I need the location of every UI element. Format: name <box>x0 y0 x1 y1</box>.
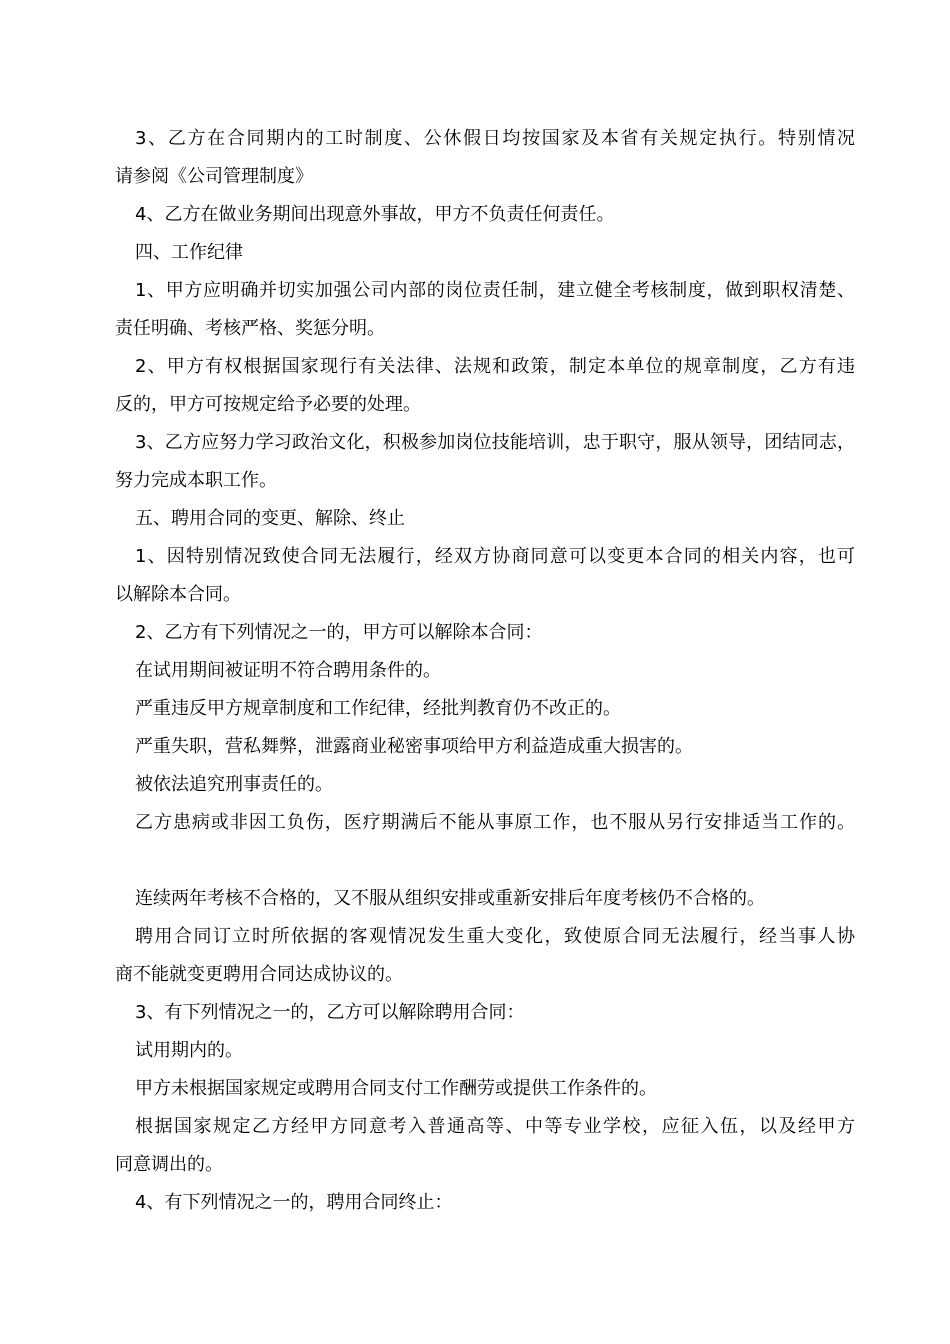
paragraph-line: 以解除本合同。 <box>115 584 241 605</box>
paragraph-line: 四、工作纪律 <box>135 242 243 263</box>
paragraph-line: 2、乙方有下列情况之一的，甲方可以解除本合同： <box>135 622 543 643</box>
paragraph-line: 聘用合同订立时所依据的客观情况发生重大变化，致使原合同无法履行，经当事人协 <box>135 926 855 947</box>
paragraph-line: 反的，甲方可按规定给予必要的处理。 <box>115 394 421 415</box>
paragraph-line: 五、聘用合同的变更、解除、终止 <box>135 508 405 529</box>
paragraph-line: 责任明确、考核严格、奖惩分明。 <box>115 318 385 339</box>
document-page <box>115 120 855 1222</box>
paragraph-line: 严重失职，营私舞弊，泄露商业秘密事项给甲方利益造成重大损害的。 <box>135 736 693 757</box>
paragraph-line: 同意调出的。 <box>115 1154 223 1175</box>
paragraph-line: 3、乙方在合同期内的工时制度、公休假日均按国家及本省有关规定执行。特别情况 <box>135 128 855 149</box>
paragraph-line: 乙方患病或非因工负伤，医疗期满后不能从事原工作，也不服从另行安排适当工作的。 <box>135 812 855 833</box>
paragraph-line: 商不能就变更聘用合同达成协议的。 <box>115 964 403 985</box>
paragraph-line: 请参阅《公司管理制度》 <box>115 166 313 187</box>
paragraph-line: 2、甲方有权根据国家现行有关法律、法规和政策，制定本单位的规章制度，乙方有违 <box>135 356 855 377</box>
paragraph-line: 3、乙方应努力学习政治文化，积极参加岗位技能培训，忠于职守，服从领导，团结同志， <box>135 432 855 453</box>
paragraph-line: 严重违反甲方规章制度和工作纪律，经批判教育仍不改正的。 <box>135 698 621 719</box>
paragraph-line: 试用期内的。 <box>135 1040 243 1061</box>
paragraph-line: 被依法追究刑事责任的。 <box>135 774 333 795</box>
paragraph-line: 1、甲方应明确并切实加强公司内部的岗位责任制，建立健全考核制度，做到职权清楚、 <box>135 280 855 301</box>
paragraph-line: 1、因特别情况致使合同无法履行，经双方协商同意可以变更本合同的相关内容，也可 <box>135 546 855 567</box>
paragraph-line: 4、有下列情况之一的，聘用合同终止： <box>135 1192 453 1213</box>
paragraph-line: 甲方未根据国家规定或聘用合同支付工作酬劳或提供工作条件的。 <box>135 1078 657 1099</box>
paragraph-line: 努力完成本职工作。 <box>115 470 277 491</box>
paragraph-line: 4、乙方在做业务期间出现意外事故，甲方不负责任何责任。 <box>135 204 615 225</box>
paragraph-line: 在试用期间被证明不符合聘用条件的。 <box>135 660 441 681</box>
paragraph-line: 根据国家规定乙方经甲方同意考入普通高等、中等专业学校，应征入伍，以及经甲方 <box>135 1116 855 1137</box>
paragraph-line: 3、有下列情况之一的，乙方可以解除聘用合同： <box>135 1002 525 1023</box>
paragraph-line: 连续两年考核不合格的，又不服从组织安排或重新安排后年度考核仍不合格的。 <box>135 888 765 909</box>
blank-line <box>115 842 855 880</box>
